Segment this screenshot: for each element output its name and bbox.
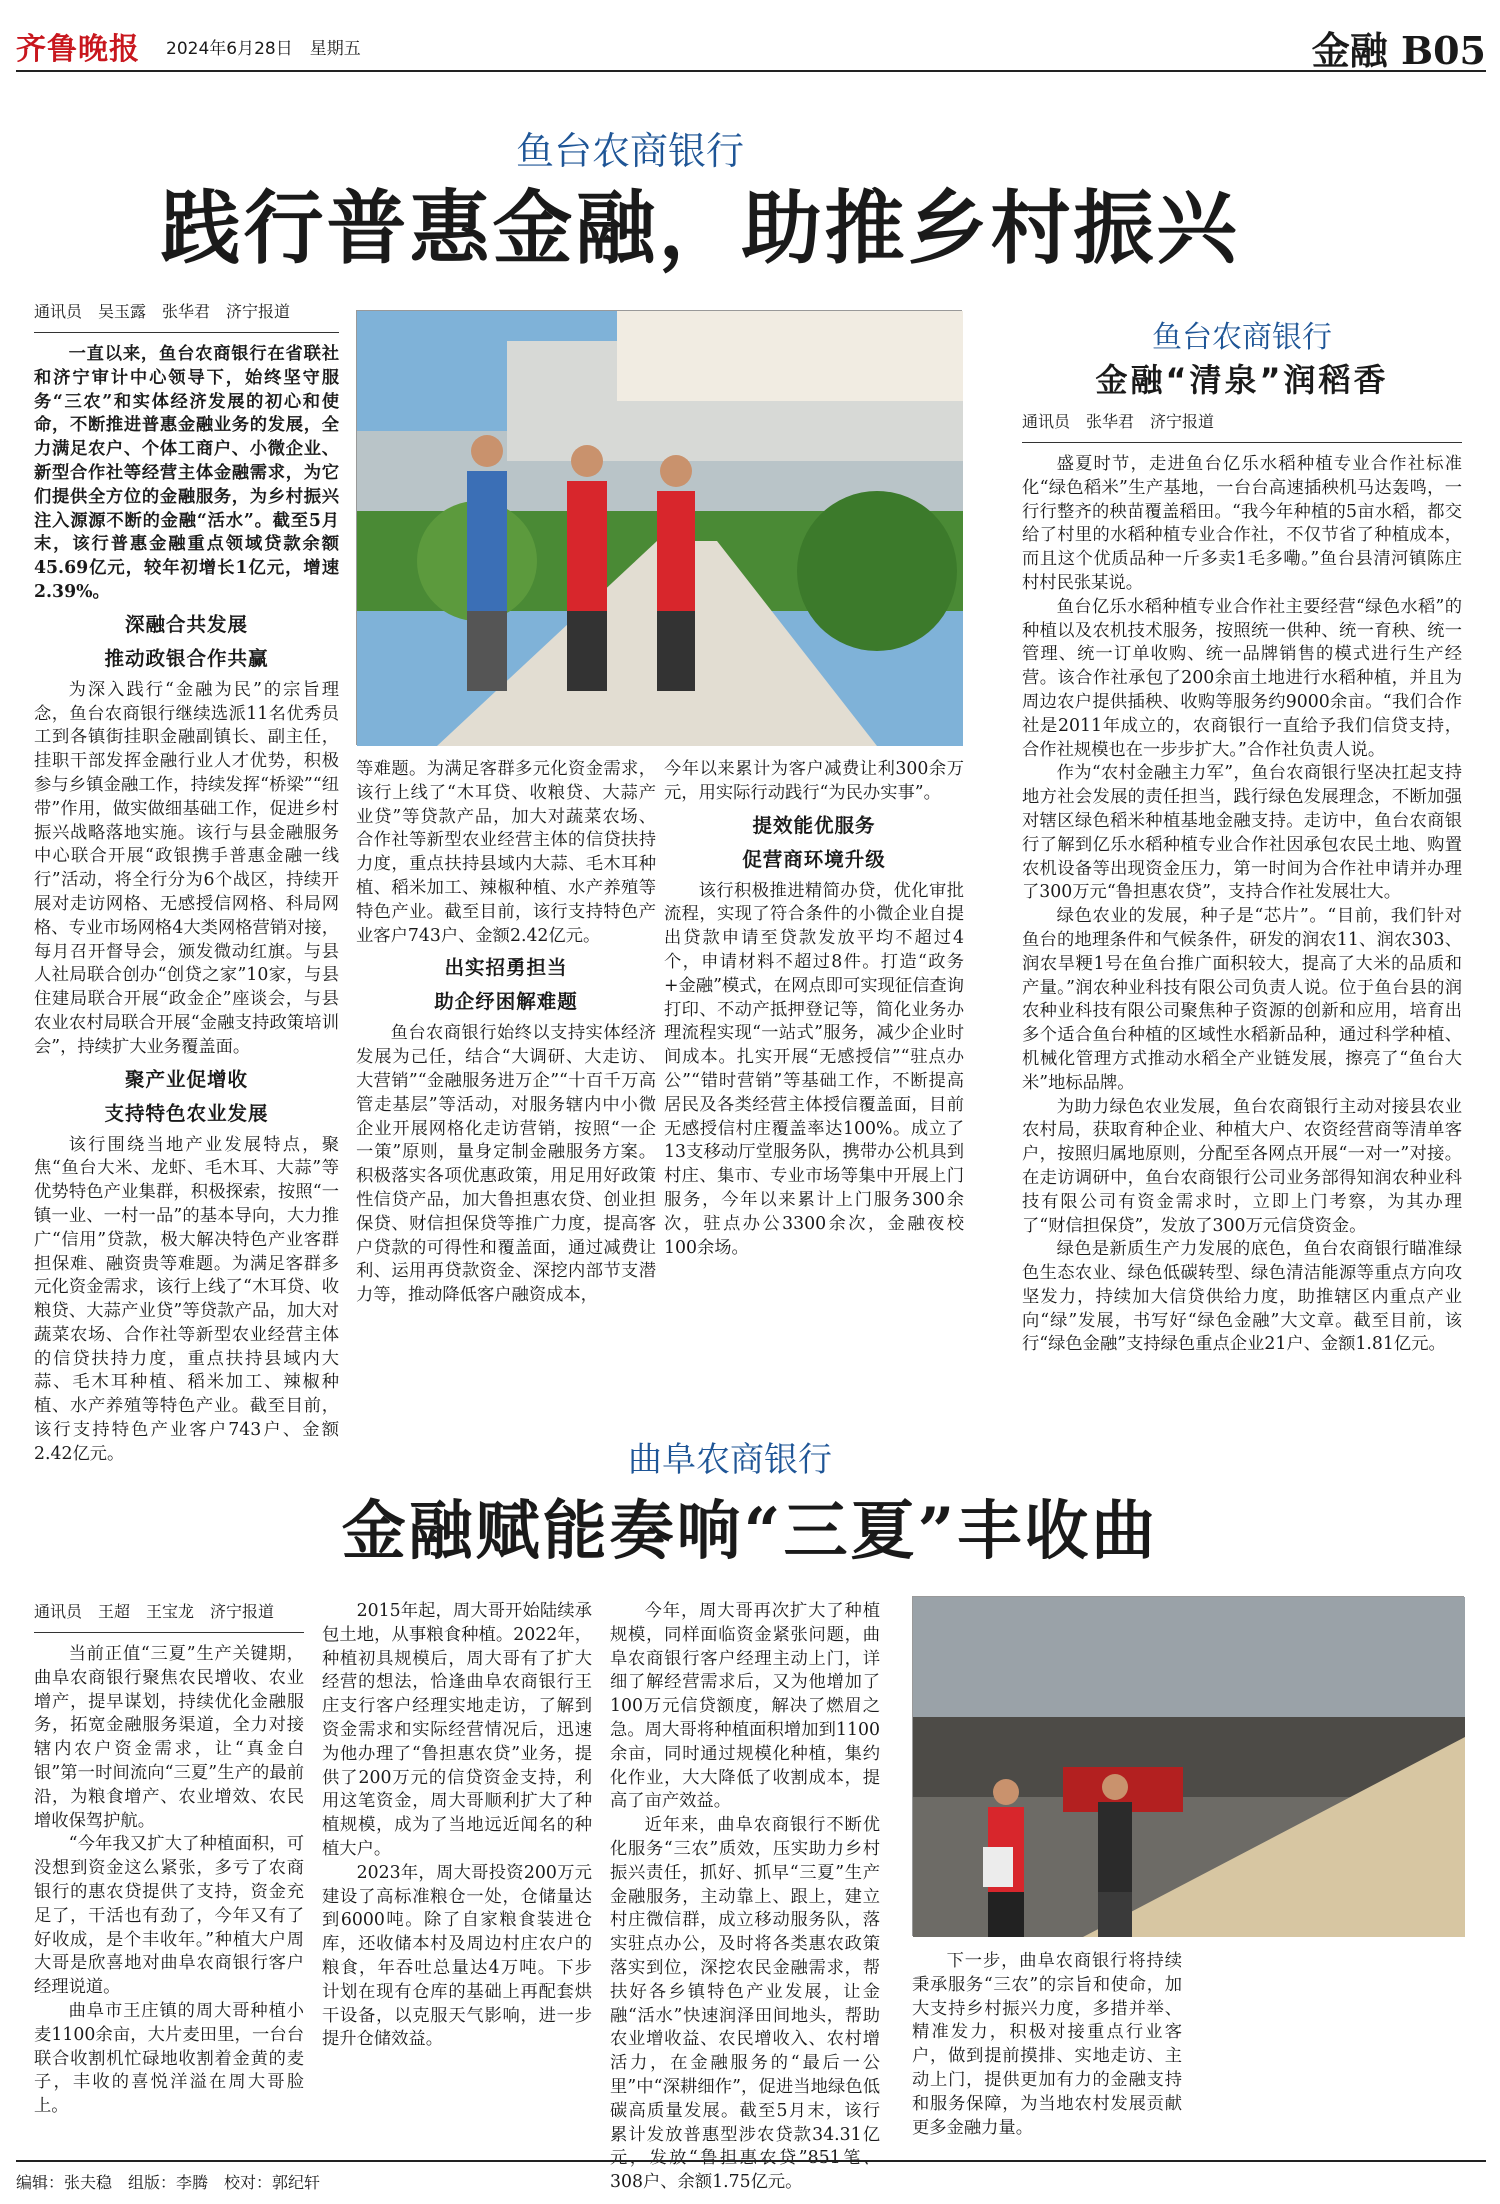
story2-paragraph-1: 盛夏时节，走进鱼台亿乐水稻种植专业合作社标准化“绿色稻米”生产基地，一台台高速插秧机马达轰鸣，一行行整齐的秧苗覆盖稻田。“我今年种植的5亩水稻，都交给了村里的水稻种植专业合作社，不仅节省了种植成本，而且这个优质品种一斤多卖1毛多嘞。”鱼台县清河镇陈庄村村民张某说。 xyxy=(1022,454,1462,593)
story2-byline: 通讯员 张华君 济宁报道 xyxy=(1022,410,1462,443)
story3-column-3 xyxy=(610,1600,880,2193)
story1-photo xyxy=(356,310,962,745)
page-section-number: 金融 B05 xyxy=(1311,28,1486,73)
story3-kicker: 曲阜农商银行 xyxy=(628,1440,832,1480)
story3-paragraph-5: 2023年，周大哥投资200万元建设了高标准粮仓一处，仓储量达到6000吨。除了自家粮食装进仓库，还收储本村及周边村庄农户的粮食，年吞吐总量达4万吨。下步计划在现有仓库的基础上再配套烘干设备，以克服天气影响，进一步提升仓储效益。 xyxy=(322,1862,592,2050)
story3-paragraph-2: “今年我又扩大了种植面积，可没想到资金这么紧张，多亏了农商银行的惠农贷提供了支持，资金充足了，干活也有劲了，今年又有了好收成，是个丰收年。”种植大户周大哥是欣喜地对曲阜农商银行客户经理说道。 xyxy=(34,1834,304,1998)
story1-subhead-4b: 促营商环境升级 xyxy=(742,847,886,871)
story1-subhead-2: 聚产业促增收 xyxy=(124,1067,248,1091)
story2-paragraph-2: 鱼台亿乐水稻种植专业合作社主要经营“绿色水稻”的种植以及农机技术服务，按照统一供种、统一育秧、统一管理、统一订单收购、统一品牌销售的模式进行生产经营。该合作社承包了200余亩土地进行水稻种植，并且为周边农户提供插秧、收购等服务约9000余亩。“我们合作社是2011年成立的，农商银行一直给予我们信贷支持，合作社规模也在一步步扩大。”合作社负责人说。 xyxy=(1022,596,1462,760)
story1-paragraph-2-cont: 等难题。为满足客群多元化资金需求，该行上线了“木耳贷、收粮贷、大蒜产业贷”等贷款产品，加大对蔬菜农场、合作社等新型农业经营主体的信贷扶持力度，重点扶持县域内大蒜、毛木耳种植、稻米加工、辣椒种植、水产养殖等特色产业。截至目前，该行支持特色产业客户743户、金额2.42亿元。 xyxy=(356,759,656,946)
story1-paragraph-2: 该行围绕当地产业发展特点，聚焦“鱼台大米、龙虾、毛木耳、大蒜”等优势特色产业集群，积极探索，按照“一镇一业、一村一品”的基本导向，大力推广“信用”贷款，极大解决特色产业客群担保难、融资贵等难题。为满足客群多元化资金需求，该行上线了“木耳贷、收粮贷、大蒜产业贷”等贷款产品，加大对蔬菜农场、合作社等新型农业经营主体的信贷扶持力度，重点扶持县域内大蒜、毛木耳种植、稻米加工、辣椒种植、水产养殖等特色产业。截至目前，该行支持特色产业客户743户、金额2.42亿元。 xyxy=(34,1134,339,1464)
story3-paragraph-1: 当前正值“三夏”生产关键期，曲阜农商银行聚焦农民增收、农业增产，提早谋划，持续优化金融服务，拓宽金融服务渠道，全力对接辖内农户资金需求，让“真金白银”第一时间流向“三夏”生产的最前沿，为粮食增产、农业增效、农民增收保驾护航。 xyxy=(34,1644,304,1831)
story3-paragraph-6: 今年，周大哥再次扩大了种植规模，同样面临资金紧张问题，曲阜农商银行客户经理主动上门，详细了解经营需求后，又为他增加了100万元信贷额度，解决了燃眉之急。周大哥将种植面积增加到1100余亩，同时通过规模化种植，集约化作业，大大降低了收割成本，提高了亩产效益。 xyxy=(610,1601,880,1812)
story3-paragraph-3: 曲阜市王庄镇的周大哥种植小麦1100余亩，大片麦田里，一台台联合收割机忙碌地收割着金黄的麦子，丰收的喜悦洋溢在周大哥脸上。 xyxy=(34,2000,304,2117)
story3-photo xyxy=(912,1596,1464,1936)
story2-paragraph-4: 绿色农业的发展，种子是“芯片”。“目前，我们针对鱼台的地理条件和气候条件，研发的润农11、润农303、润农旱粳1号在鱼台推广面积较大，提高了大米的品质和产量。”润农种业科技有限公司负责人说。位于鱼台县的润农种业科技有限公司聚焦种子资源的创新和应用，培育出多个适合鱼台种植的区域性水稻新品种，通过科学种植、机械化管理方式推动水稻全产业链发展，擦亮了“鱼台大米”地标品牌。 xyxy=(1022,906,1462,1093)
story1-paragraph-3: 鱼台农商银行始终以支持实体经济发展为己任，结合“大调研、大走访、大营销”“金融服务进万企”“十百千万高管走基层”等活动，对服务辖内中小微企业开展网格化走访营销，按照“一企一策”原则，量身定制金融服务方案。积极落实各项优惠政策，用足用好政策性信贷产品，加大鲁担惠农贷、创业担保贷、财信担保贷等推广力度，提高客户贷款的可得性和覆盖面，通过减费让利、运用再贷款资金、深挖内部节支潜力等，推动降低客户融资成本， xyxy=(356,1023,656,1306)
issue-date: 2024年6月28日 星期五 xyxy=(166,39,361,59)
story2-paragraph-6: 绿色是新质生产力发展的底色，鱼台农商银行瞄准绿色生态农业、绿色低碳转型、绿色清洁能源等重点方向攻坚发力，持续加大信贷供给力度，助推辖区内重点产业向“绿”发展，书写好“绿色金融”大文章。截至目前，该行“绿色金融”支持绿色重点企业21户、金额1.81亿元。 xyxy=(1022,1239,1462,1355)
story3-paragraph-4: 2015年起，周大哥开始陆续承包土地，从事粮食种植。2022年，种植初具规模后，周大哥有了扩大经营的想法，恰逢曲阜农商银行王庄支行客户经理实地走访，了解到资金需求和实际经营情况后，迅速为他办理了“鲁担惠农贷”业务，提供了200万元的信贷资金支持，利用这笔资金，周大哥顺利扩大了种植规模，成为了当地远近闻名的种植大户。 xyxy=(322,1601,592,1859)
story1-column-1 xyxy=(34,300,339,1464)
story1-title: 践行普惠金融，助推乡村振兴 xyxy=(160,181,1240,275)
story2-title: 金融“清泉”润稻香 xyxy=(1095,361,1389,399)
story3-byline: 通讯员 王超 王宝龙 济宁报道 xyxy=(34,1600,304,1633)
story1-subhead-1b: 推动政银合作共赢 xyxy=(104,646,269,670)
story1-byline: 通讯员 吴玉露 张华君 济宁报道 xyxy=(34,300,339,333)
story1-paragraph-3-cont: 今年以来累计为客户减费让利300余万元，用实际行动践行“为民办实事”。 xyxy=(664,759,964,803)
story1-subhead-3: 出实招勇担当 xyxy=(444,956,568,980)
story2-paragraph-3: 作为“农村金融主力军”，鱼台农商银行坚决扛起支持地方社会发展的责任担当，践行绿色发展理念，不断加强对辖区绿色稻米种植基地金融支持。走访中，鱼台农商银行了解到亿乐水稻种植专业合作社因承包农民土地、购置农机设备等出现资金压力，第一时间为合作社申请并办理了300万元“鲁担惠农贷”，支持合作社发展壮大。 xyxy=(1022,763,1462,903)
story1-subhead-4: 提效能优服务 xyxy=(752,813,876,837)
story1-subhead-1: 深融合共发展 xyxy=(124,612,248,636)
story3-paragraph-7: 近年来，曲阜农商银行不断优化服务“三农”质效，压实助力乡村振兴责任，抓好、抓早“三夏”生产金融服务，主动靠上、跟上，建立村庄微信群，成立移动服务队，落实驻点办公，及时将各类惠农政策落实到位，深挖农民金融需求，帮扶好各乡镇特色产业发展，让金融“活水”快速润泽田间地头，帮助农业增收益、农民增收入、农村增活力，在金融服务的“最后一公里”中“深耕细作”，促进当地绿色低碳高质量发展。截至5月末，该行累计发放普惠型涉农贷款34.31亿元，发放“鲁担惠农贷”851笔、308户、余额1.75亿元。 xyxy=(610,1815,880,2193)
story3-title: 金融赋能奏响“三夏”丰收曲 xyxy=(341,1494,1159,1569)
story1-subhead-3b: 助企纾困解难题 xyxy=(434,990,578,1014)
story1-paragraph-4: 该行积极推进精简办贷，优化审批流程，实现了符合条件的小微企业自提出贷款申请至贷款发放平均不超过4个，申请材料不超过8件。打造“政务+金融”模式，在网点即可实现征信查询打印、不动产抵押登记等，简化业务办理流程实现“一站式”服务，减少企业时间成本。扎实开展“无感授信”“驻点办公”“错时营销”等基础工作，不断提高居民及各类经营主体授信覆盖面，目前无感授信村庄覆盖率达100%。成立了13支移动厅堂服务队，携带办公机具到村庄、集市、专业市场等集中开展上门服务，今年以来累计上门服务300余次，驻点办公3300余次，金融夜校100余场。 xyxy=(664,880,964,1258)
story1-subhead-2b: 支持特色农业发展 xyxy=(104,1101,269,1125)
story2-paragraph-5: 为助力绿色农业发展，鱼台农商银行主动对接县农业农村局，获取育种企业、种植大户、农资经营商等清单客户，按照归属地原则，分配至各网点开展“一对一”对接。在走访调研中，鱼台农商银行公司业务部得知润农种业科技有限公司有资金需求时，立即上门考察，为其办理了“财信担保贷”，发放了300万元信贷资金。 xyxy=(1022,1096,1462,1236)
page-footer: 编辑：张夫稳 组版：李腾 校对：郭纪轩 xyxy=(16,2160,1486,2193)
story3-column-2 xyxy=(322,1600,592,2150)
newspaper-logo: 齐鲁晚报 xyxy=(16,32,140,67)
story1-column-2 xyxy=(356,758,656,1383)
story2-kicker: 鱼台农商银行 xyxy=(1152,320,1332,355)
story2-column xyxy=(1022,410,1462,1385)
story3-paragraph-8: 下一步，曲阜农商银行将持续秉承服务“三农”的宗旨和使命，加大支持乡村振兴力度，多措并举、精准发力，积极对接重点行业客户，做到提前摸排、实地走访、主动上门，提供更加有力的金融支持和服务保障，为当地农村发展贡献更多金融力量。 xyxy=(912,1951,1182,2138)
story1-lead: 一直以来，鱼台农商银行在省联社和济宁审计中心领导下，始终坚守服务“三农”和实体经济发展的初心和使命，不断推进普惠金融业务的发展，全力满足农户、个体工商户、小微企业、新型合作社等经营主体金融需求，为它们提供全方位的金融服务，为乡村振兴注入源源不断的金融“活水”。截至5月末，该行普惠金融重点领域贷款余额45.69亿元，较年初增长1亿元，增速2.39%。 xyxy=(34,344,339,602)
page-header xyxy=(16,12,1486,72)
story1-column-3 xyxy=(664,758,964,1383)
story1-kicker: 鱼台农商银行 xyxy=(515,129,744,173)
story3-column-4 xyxy=(912,1950,1182,2150)
story3-column-1 xyxy=(34,1600,304,2150)
story1-paragraph-1: 为深入践行“金融为民”的宗旨理念，鱼台农商银行继续选派11名优秀员工到各镇街挂职金融副镇长、副主任，挂职干部发挥金融行业人才优势，积极参与乡镇金融工作，持续发挥“桥梁”“纽带”作用，做实做细基础工作，促进乡村振兴战略落地实施。该行与县金融服务中心联合开展“政银携手普惠金融一线行”活动，将全行分为6个战区，持续开展对走访网格、无感授信网格、科局网格、专业市场网格4大类网格营销对接，每月召开督导会，颁发微动红旗。与县人社局联合创办“创贷之家”10家，与县住建局联合开展“政金企”座谈会，与县农业农村局联合开展“金融支持政策培训会”，持续扩大业务覆盖面。 xyxy=(34,679,339,1057)
